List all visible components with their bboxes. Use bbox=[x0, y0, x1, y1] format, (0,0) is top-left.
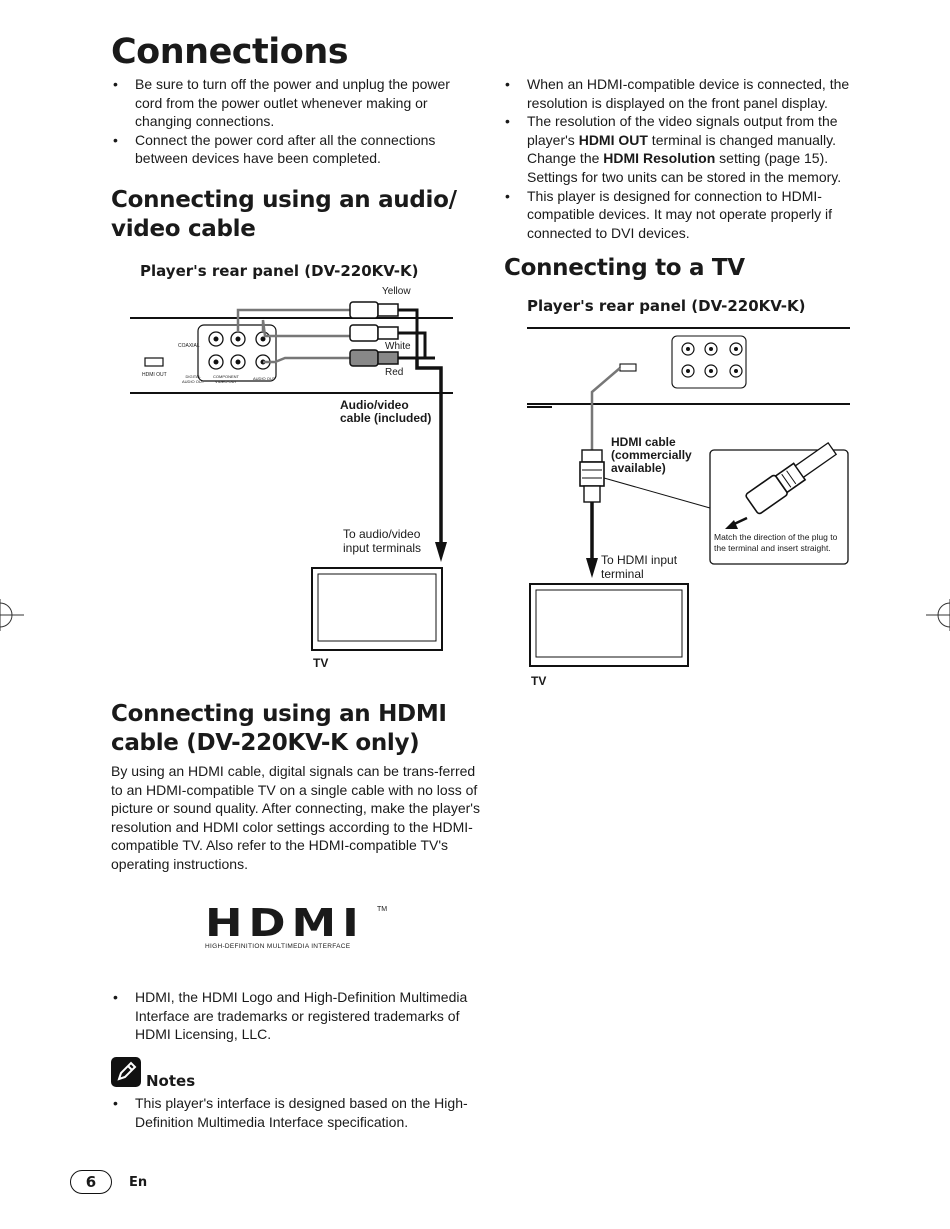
registration-mark-left bbox=[0, 595, 30, 635]
language-label: En bbox=[129, 1175, 148, 1190]
arrow-down-icon bbox=[435, 542, 447, 562]
tv-icon bbox=[312, 568, 442, 650]
red-label: Red bbox=[385, 367, 404, 378]
list-item: • Connect the power cord after all the connections between devices have been completed. bbox=[111, 131, 481, 168]
to-av-input-label: To audio/video input terminals bbox=[343, 527, 422, 555]
hdmi-cable-label: HDMI cable (commercially available) bbox=[611, 435, 692, 475]
rca-plug-yellow-icon bbox=[350, 302, 398, 318]
av-section-heading: Connecting using an audio/ video cable bbox=[111, 187, 457, 242]
white-label: White bbox=[385, 341, 411, 352]
tv-section-heading: Connecting to a TV bbox=[504, 255, 745, 281]
trademark-bullets bbox=[111, 988, 481, 1044]
list-item: • HDMI, the HDMI Logo and High-Definition Multimedia Interface are trademarks or registered trademarks of HDMI Licensing, LLC. bbox=[111, 988, 481, 1044]
registration-mark-right bbox=[920, 595, 950, 635]
hdmi-tv-label: TV bbox=[531, 674, 547, 688]
hdmi-section-heading: Connecting using an HDMI cable (DV-220KV-K only) bbox=[111, 701, 447, 756]
coaxial-label: COAXIAL bbox=[178, 343, 200, 349]
tv-panel-label: Player's rear panel (DV-220KV-K) bbox=[527, 297, 806, 315]
av-panel-label: Player's rear panel (DV-220KV-K) bbox=[140, 262, 419, 280]
list-item: • Be sure to turn off the power and unplug the power cord from the power outlet whenever making or changing connections. bbox=[111, 75, 481, 131]
notes-heading: Notes bbox=[146, 1072, 196, 1090]
digital-audio-label: DIGITAL AUDIO OUT bbox=[182, 374, 205, 384]
hdmi-plug-icon bbox=[580, 450, 604, 502]
list-item: • When an HDMI-compatible device is connected, the resolution is displayed on the front panel display. bbox=[503, 75, 865, 112]
hdmi-logo bbox=[205, 901, 388, 950]
page-title: Connections bbox=[111, 32, 349, 72]
hdmi-logo-tm: TM bbox=[377, 906, 388, 913]
list-item: • The resolution of the video signals output from the player's HDMI OUT terminal is changed manually. Change the HDMI Resolution setting (page 15). Settings for two units can be stored in the memory. bbox=[503, 112, 865, 186]
pencil-icon bbox=[111, 1057, 141, 1087]
rca-plug-white-icon bbox=[350, 325, 398, 341]
match-direction-label: Match the direction of the plug to the terminal and insert straight. bbox=[714, 532, 838, 553]
to-hdmi-input-label: To HDMI input terminal bbox=[601, 553, 678, 581]
audio-out-label: AUDIO OUT bbox=[253, 376, 276, 381]
hdmi-logo-tagline: HIGH-DEFINITION MULTIMEDIA INTERFACE bbox=[205, 943, 351, 950]
hdmi-jack-icon bbox=[620, 364, 636, 371]
hdmi-paragraph: By using an HDMI cable, digital signals can be trans-ferred to an HDMI-compatible TV on a single cable with no loss of picture or sound quality. After connecting, make the player's resolution and HDMI color settings according to the HDMI-compatible TV. Also refer to the HDMI-compatible TV's operating instructions. bbox=[111, 763, 480, 872]
notes-bullets bbox=[111, 1094, 481, 1131]
list-item: • This player is designed for connection to HDMI-compatible devices. It may not operate properly if connected to DVI devices. bbox=[503, 187, 865, 243]
component-label: COMPONENT VIDEO OUT bbox=[213, 374, 239, 384]
notes-icon bbox=[111, 1057, 141, 1087]
list-item: • This player's interface is designed based on the High-Definition Multimedia Interface specification. bbox=[111, 1094, 481, 1131]
hdmi-bullets bbox=[503, 75, 865, 242]
av-tv-label: TV bbox=[313, 656, 329, 670]
arrow-down-icon bbox=[586, 558, 598, 578]
intro-bullets bbox=[111, 75, 481, 168]
hdmi-logo-text: HDMI bbox=[205, 901, 365, 945]
page-number: 6 bbox=[70, 1170, 112, 1194]
hdmi-out-label: HDMI OUT bbox=[142, 372, 167, 378]
av-connection-diagram bbox=[125, 280, 465, 680]
yellow-label: Yellow bbox=[382, 286, 411, 297]
av-cable-label: Audio/video cable (included) bbox=[340, 398, 432, 425]
tv-icon bbox=[530, 584, 688, 666]
hdmi-jack-icon bbox=[145, 358, 163, 366]
hdmi-connection-diagram bbox=[520, 320, 860, 690]
